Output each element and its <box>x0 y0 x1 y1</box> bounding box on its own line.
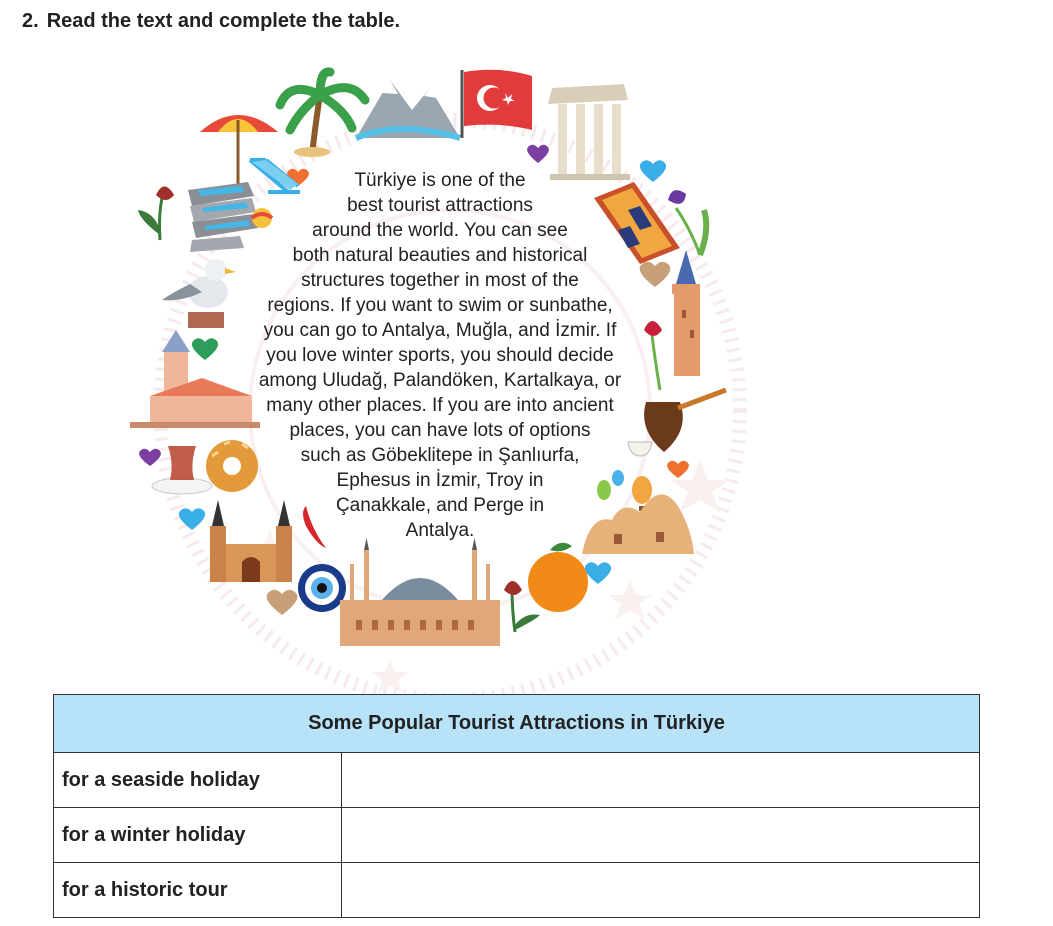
table-row <box>54 753 980 808</box>
orange-icon <box>528 543 588 612</box>
reading-line: you can go to Antalya, Muğla, and İzmir. If <box>263 320 617 341</box>
reading-line: both natural beauties and historical <box>292 245 588 266</box>
reading-line: places, you can have lots of options <box>289 420 591 441</box>
reading-line: Ephesus in İzmir, Troy in <box>336 470 544 491</box>
reading-text <box>235 168 645 543</box>
reading-line: best tourist attractions <box>347 195 533 216</box>
seagull-icon <box>162 259 236 328</box>
table-header-row <box>54 695 980 753</box>
row-label-seaside: for a seaside holiday <box>54 753 342 808</box>
row-label-historic: for a historic tour <box>54 863 342 918</box>
evil-eye-icon <box>298 564 346 612</box>
heart-icon <box>527 145 549 163</box>
turkish-flag-icon <box>462 70 532 138</box>
mountains-icon <box>356 80 460 138</box>
reading-line: regions. If you want to swim or sunbathe, <box>267 295 613 316</box>
tulip-icon <box>138 187 174 241</box>
heart-icon <box>139 449 161 466</box>
reading-line: you love winter sports, you should decide <box>266 345 614 366</box>
table-header: Some Popular Tourist Attractions in Türkiye <box>54 695 980 753</box>
reading-line: many other places. If you are into ancient <box>266 395 614 416</box>
table-row <box>54 863 980 918</box>
task-instruction: Read the text and complete the table. <box>46 10 401 32</box>
task-number: 2. <box>22 10 39 32</box>
reading-line: such as Göbeklitepe in Şanlıurfa, <box>300 445 580 466</box>
answer-cell-historic[interactable] <box>342 863 980 918</box>
heart-icon <box>192 338 218 360</box>
reading-line: Çanakkale, and Perge in <box>335 495 545 516</box>
reading-line: structures together in most of the <box>301 270 579 291</box>
answer-cell-winter[interactable] <box>342 808 980 863</box>
answer-cell-seaside[interactable] <box>342 753 980 808</box>
ancient-columns-icon <box>548 84 630 180</box>
task-title <box>22 10 400 33</box>
table-row <box>54 808 980 863</box>
mosque-icon <box>340 538 500 646</box>
row-label-winter: for a winter holiday <box>54 808 342 863</box>
reading-line: Antalya. <box>405 520 475 541</box>
reading-line: among Uludağ, Palandöken, Kartalkaya, or <box>258 370 622 391</box>
heart-icon <box>267 590 298 615</box>
heart-icon <box>667 461 689 478</box>
reading-line: around the world. You can see <box>312 220 568 241</box>
heart-icon <box>585 562 611 584</box>
reading-line: Türkiye is one of the <box>354 170 526 191</box>
palm-tree-icon <box>280 72 365 157</box>
answer-table <box>53 694 980 918</box>
